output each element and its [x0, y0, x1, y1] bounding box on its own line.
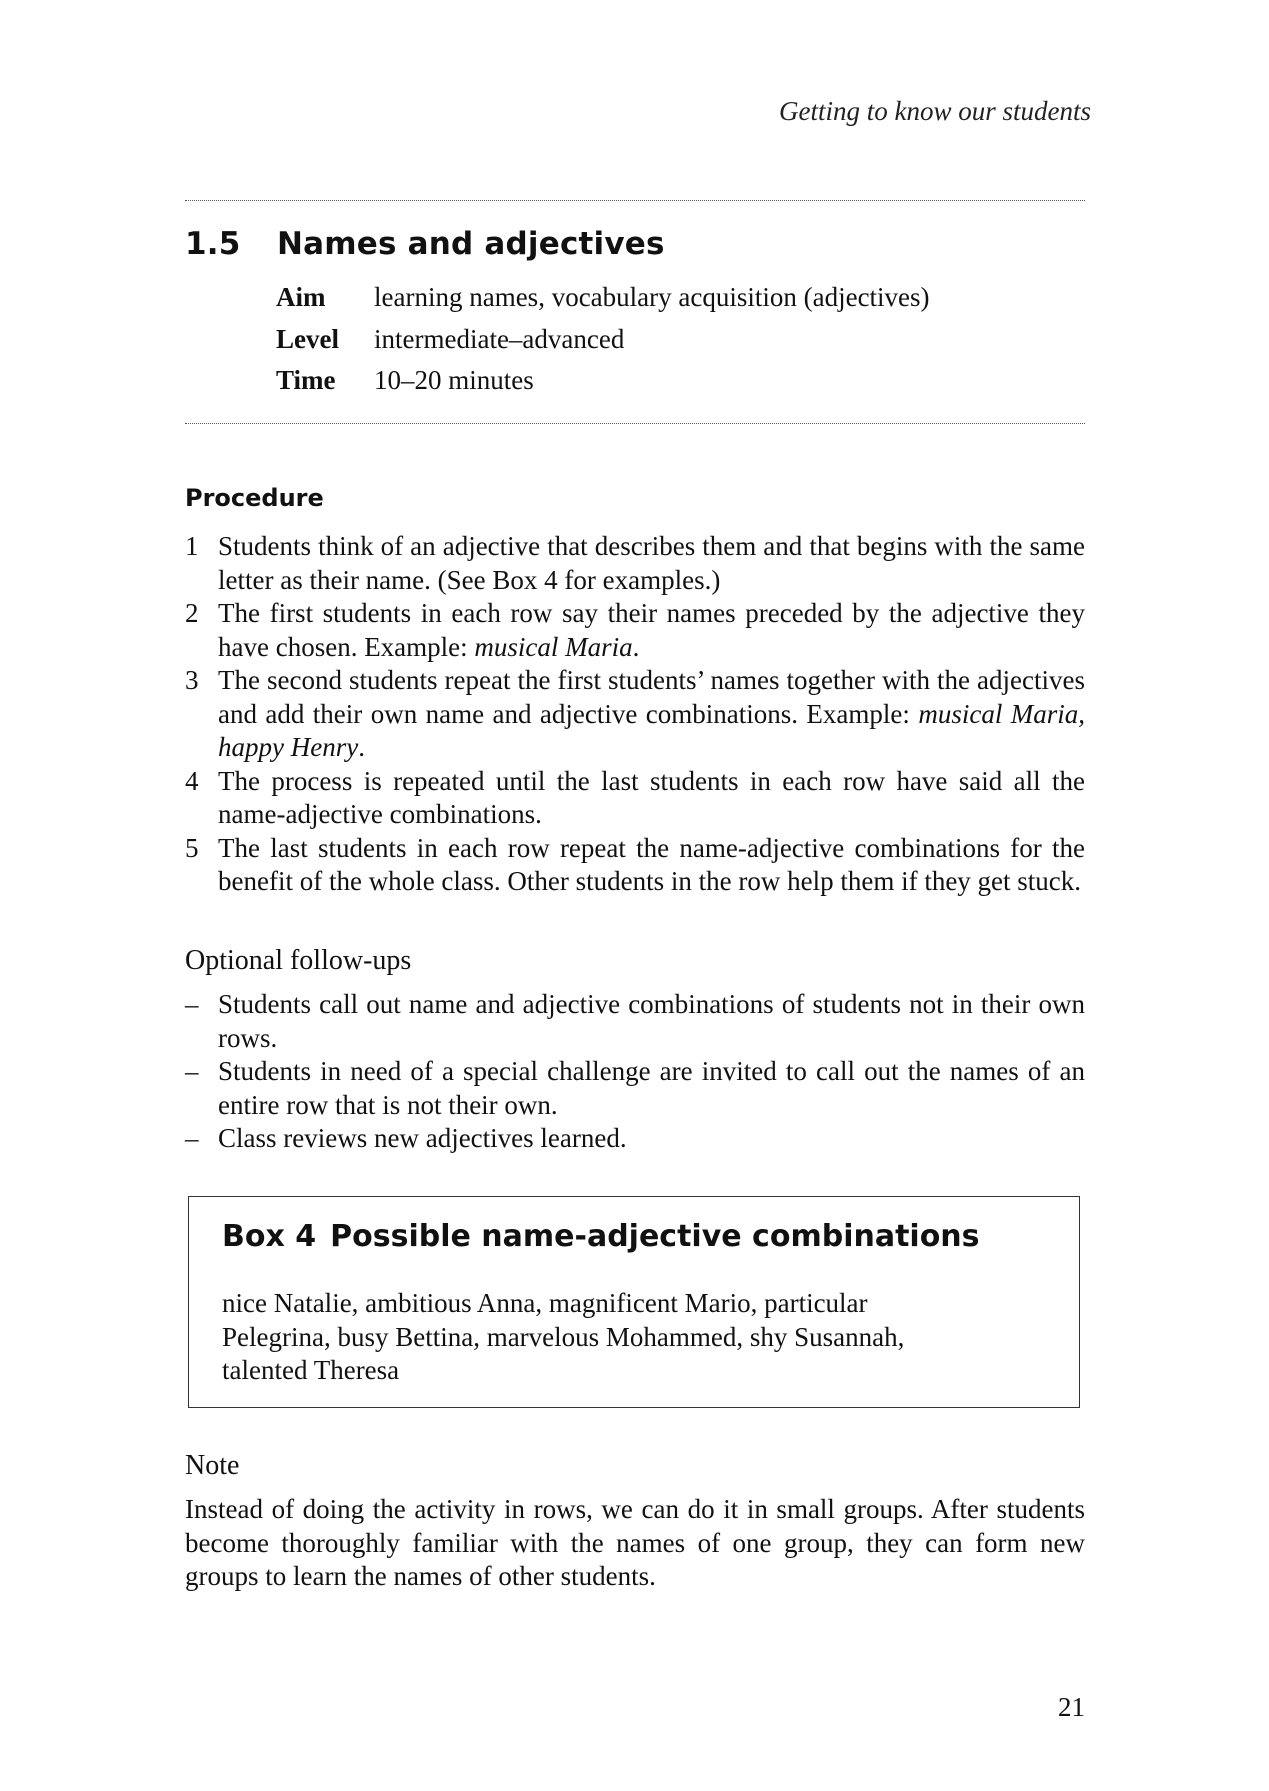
procedure-heading: Procedure — [185, 484, 324, 512]
step-example: musical Maria, happy Henry — [218, 698, 1085, 762]
meta-value: intermediate–advanced — [374, 323, 625, 354]
example-box — [188, 1196, 1080, 1408]
meta-label: Aim — [276, 282, 326, 313]
bottom-divider — [185, 423, 1085, 424]
followups-list — [185, 988, 1085, 1156]
box-label: Box 4 — [222, 1219, 317, 1254]
step-number: 4 — [185, 765, 199, 796]
dash-bullet: – — [185, 1056, 199, 1086]
followup-text: Class reviews new adjectives learned. — [218, 1123, 627, 1153]
section-title — [185, 226, 665, 262]
step-text-part: . — [632, 631, 640, 662]
followup-item — [185, 1122, 1085, 1156]
meta-label: Time — [276, 365, 336, 396]
step-text — [218, 664, 1085, 765]
running-head: Getting to know our students — [779, 96, 1091, 126]
step-text-part: The second students repeat the first students’ names together with the adjectives and add their own name and adjective combinations. Example: — [218, 665, 1085, 729]
meta-label: Level — [276, 323, 339, 354]
section-number: 1.5 — [185, 226, 241, 262]
meta-row-time — [276, 360, 930, 402]
meta-row-level — [276, 319, 930, 361]
followup-text: Students call out name and adjective combinations of students not in their own rows. — [218, 989, 1085, 1053]
meta-value: learning names, vocabulary acquisition (adjectives) — [374, 282, 930, 313]
followups-heading: Optional follow-ups — [185, 945, 412, 976]
box-title — [222, 1219, 980, 1254]
box-title-text: Possible name-adjective combinations — [330, 1219, 980, 1254]
box-body: nice Natalie, ambitious Anna, magnificent Mario, particular Pelegrina, busy Bettina, marvelous Mohammed, shy Susannah, talented Theresa — [222, 1288, 905, 1385]
procedure-step — [185, 832, 1085, 899]
followup-item — [185, 1055, 1085, 1122]
step-text: The process is repeated until the last students in each row have said all the name-adjective combinations. — [218, 765, 1085, 829]
step-number: 3 — [185, 665, 199, 695]
procedure-step — [185, 530, 1085, 597]
procedure-step — [185, 597, 1085, 664]
note-text: Instead of doing the activity in rows, we can do it in small groups. After students become thoroughly familiar with the names of one group, they can form new groups to learn the names of other students. — [185, 1494, 1085, 1591]
page-number: 21 — [1058, 1692, 1085, 1722]
followup-item — [185, 988, 1085, 1055]
step-number: 2 — [185, 598, 199, 628]
step-example: musical Maria — [474, 631, 633, 662]
step-text-part: . — [358, 732, 365, 762]
step-number: 5 — [185, 832, 199, 863]
dash-bullet: – — [185, 1123, 199, 1153]
step-text: The last students in each row repeat the name-adjective combinations for the benefit of the whole class. Other students in the row help them if they get stuck. — [218, 832, 1085, 896]
followup-text: Students in need of a special challenge are invited to call out the names of an entire row that is not their own. — [218, 1056, 1085, 1120]
top-divider — [185, 200, 1085, 201]
procedure-step — [185, 765, 1085, 832]
step-text-part: The first students in each row say their names preceded by the adjective they have chosen. Example: — [218, 598, 1085, 662]
note-heading: Note — [185, 1450, 240, 1481]
activity-meta — [276, 277, 930, 402]
step-number: 1 — [185, 531, 199, 561]
meta-row-aim — [276, 277, 930, 319]
step-text: Students think of an adjective that describes them and that begins with the same letter as their name. (See Box 4 for examples.) — [218, 531, 1085, 595]
dash-bullet: – — [185, 989, 199, 1019]
step-text — [218, 597, 1085, 664]
procedure-steps — [185, 530, 1085, 899]
procedure-step — [185, 664, 1085, 765]
meta-value: 10–20 minutes — [374, 365, 534, 396]
section-title-text: Names and adjectives — [277, 226, 665, 262]
